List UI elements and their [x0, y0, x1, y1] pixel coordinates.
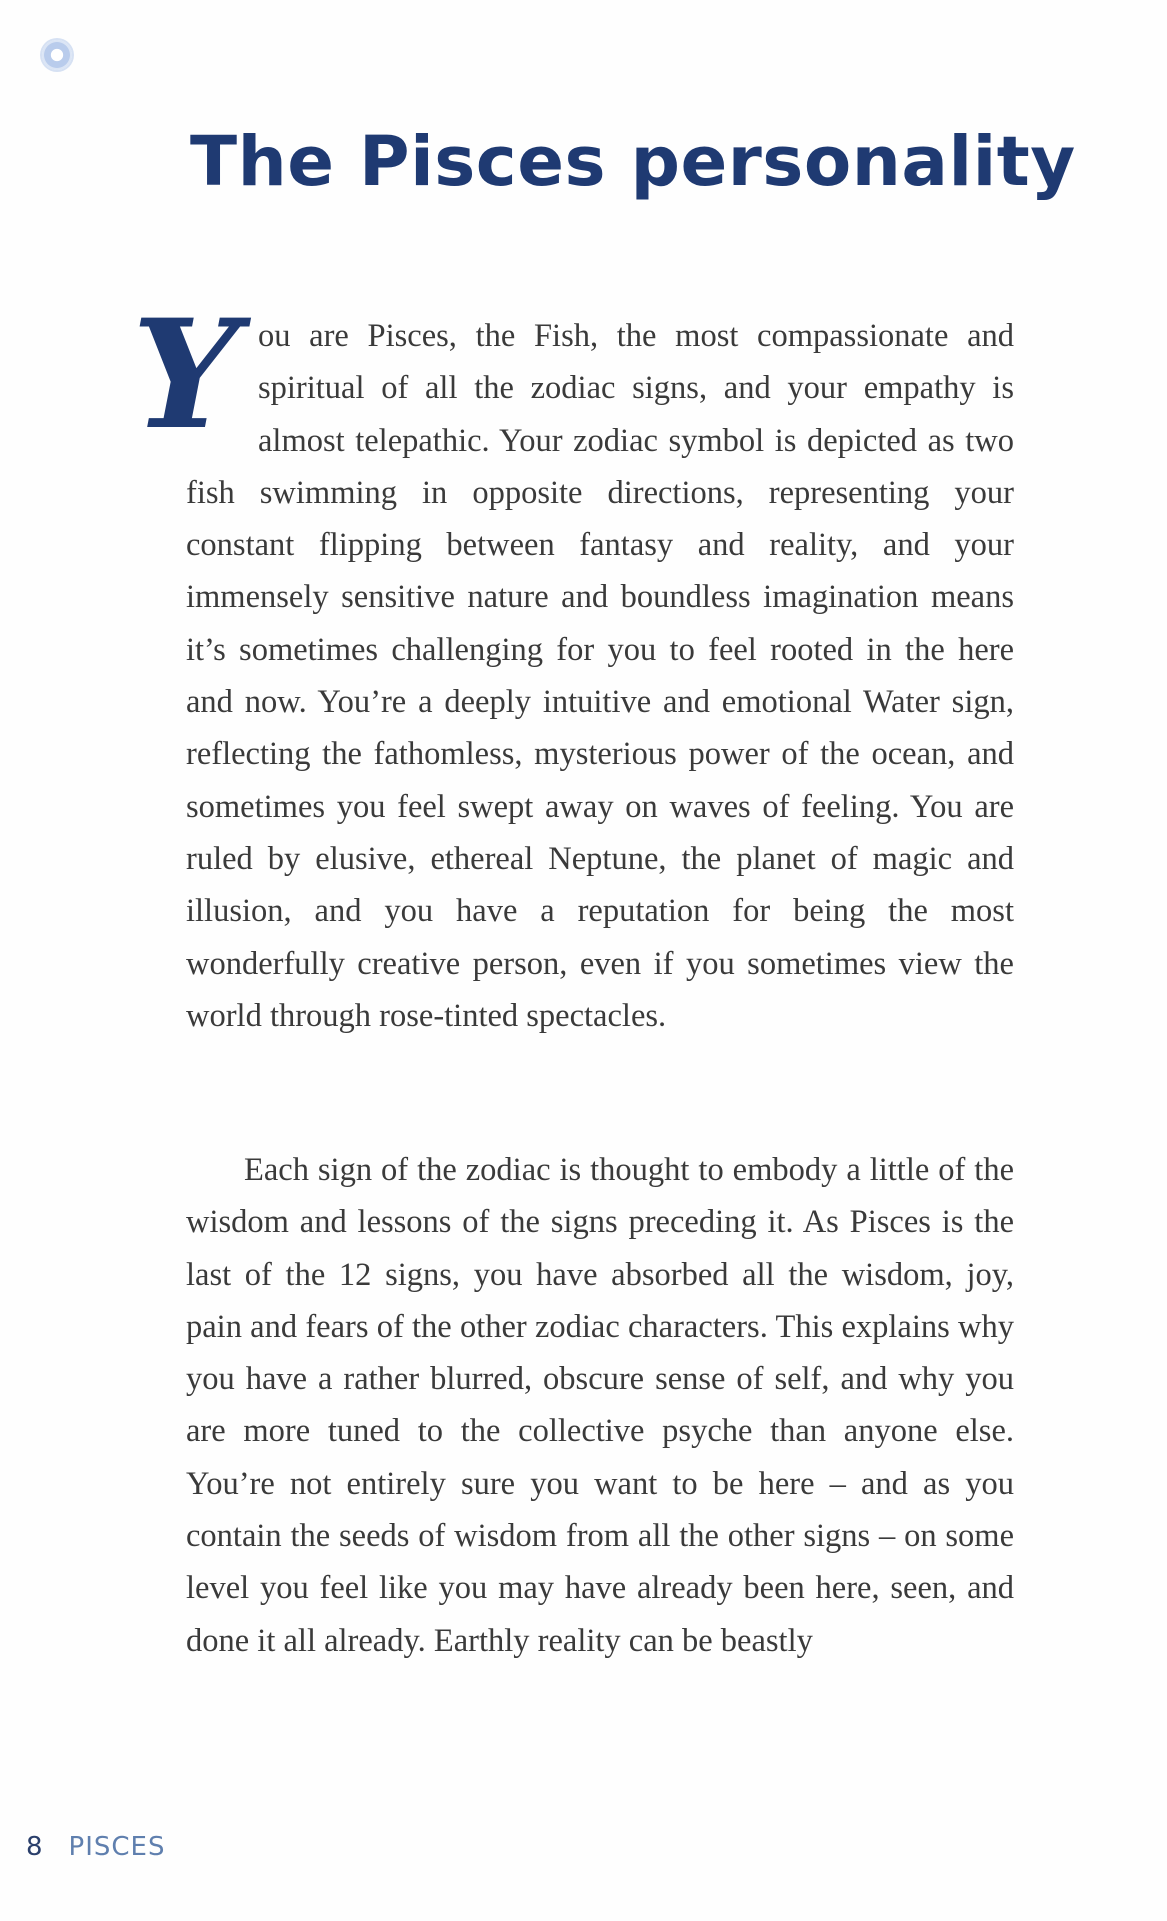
page-footer — [26, 1832, 165, 1862]
paragraph-2: Each sign of the zodiac is thought to embody a little of the wisdom and lessons of the signs preceding it. As Pisces is the last of the 12 signs, you have absorbed all the wisdom, joy, pain and fears of the other zodiac characters. This explains why you have a rather blurred, obscure sense of self, and why you are more tuned to the collective psyche than anyone else. You’re not entirely sure you want to be here – and as you contain the seeds of wisdom from all the other signs – on some level you feel like you may have already been here, seen, and done it all already. Earthly reality can be beastly — [186, 1152, 1014, 1659]
drop-cap: Y — [132, 287, 240, 463]
drop-cap-space — [186, 310, 258, 460]
paragraph-1 — [186, 310, 1014, 1042]
page-number: 8 — [26, 1832, 43, 1862]
page-title: The Pisces personality — [190, 122, 1076, 202]
running-section-title: PISCES — [68, 1832, 166, 1862]
paragraph-1-text: ou are Pisces, the Fish, the most compassionate and spiritual of all the zodiac signs, and your empathy is almost telepathic. Your zodiac symbol is depicted as two fish swimming in opposite directions, representing your constant flipping between fantasy and reality, and your immensely sensitive nature and boundless imagination means it’s sometimes challenging for you to feel rooted in the here and now. You’re a deeply intuitive and emotional Water sign, reflecting the fathomless, mysterious power of the ocean, and sometimes you feel swept away on waves of feeling. You are ruled by elusive, ethereal Neptune, the planet of magic and illusion, and you have a reputation for being the most wonderfully creative person, even if you sometimes view the world through rose-tinted spectacles. — [186, 318, 1014, 1034]
sun-icon — [42, 40, 72, 70]
